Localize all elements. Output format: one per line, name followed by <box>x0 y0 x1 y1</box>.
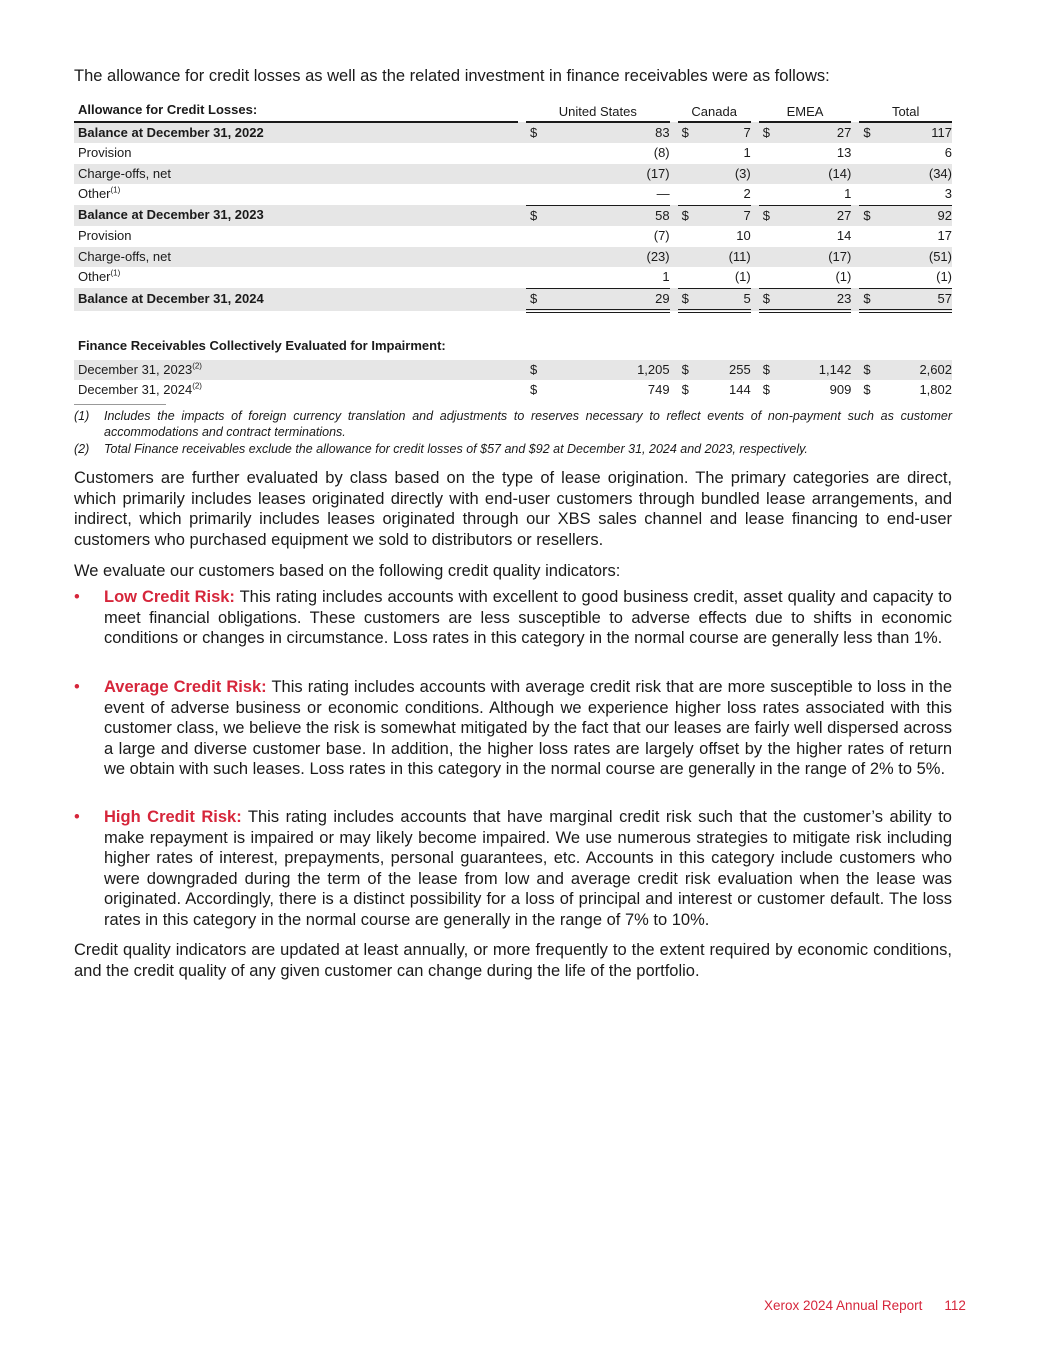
footnote-2: (2) Total Finance receivables exclude the allowance for credit losses of $57 and $92 at December 31, 2024 and 2023, respectively. <box>74 442 808 456</box>
page-number: 112 <box>944 1298 966 1313</box>
bullet-term: High Credit Risk: <box>104 808 242 826</box>
table-row: Provision (8) 1 13 6 <box>74 143 952 164</box>
table-header-row <box>74 100 952 122</box>
row-label: December 31, 2024$^{(2)}$ <box>78 381 202 397</box>
bullet-icon: • <box>74 588 80 606</box>
row-label: December 31, 2023$^{(2)}$ <box>74 360 518 381</box>
row-label: Balance at December 31, 2023 <box>74 205 518 226</box>
table-row: Balance at December 31, 2022 $ 83 $ 7 $ 27 $ 117 <box>74 122 952 144</box>
report-title: Xerox 2024 Annual Report <box>764 1298 923 1313</box>
bullet-icon: • <box>74 678 80 696</box>
allowance-table <box>74 100 952 401</box>
table-row: Other$^{(1)}$ 1 (1) (1) (1) <box>74 267 952 288</box>
col-header-total: Total <box>859 100 952 122</box>
col-header-us: United States <box>526 100 670 122</box>
footnote-ref: (2) <box>192 361 202 371</box>
footnote-divider <box>74 404 166 405</box>
col-header-canada: Canada <box>678 100 751 122</box>
table-row: Balance at December 31, 2024 $ 29 $ 5 $ 23 $ 57 <box>74 288 952 311</box>
section-title-allowance: Allowance for Credit Losses: <box>74 100 518 122</box>
footnote-ref: (2) <box>192 381 202 391</box>
table-row: Charge-offs, net (17) (3) (14) (34) <box>74 164 952 185</box>
footnote-1: (1) Includes the impacts of foreign currency translation and adjustments to reserves necessary to reflect events of non-payment such as customer accommodations and contract terminations. <box>74 409 952 439</box>
row-label: Other$^{(1)}$ <box>78 268 121 285</box>
table-row: Provision (7) 10 14 17 <box>74 226 952 247</box>
bullet-low-credit-risk: • Low Credit Risk: This rating includes accounts with excellent to good business credit, asset quality and capacity to meet financial obligations. These customers are less susceptible to adverse effects due to shifts in economic conditions or changes in circumstance. Loss rates in this category in the normal course are generally less than 1%. <box>74 588 952 647</box>
row-label: Other$^{(1)}$ <box>78 185 121 202</box>
footnote-ref: (1) <box>110 268 121 278</box>
bullet-high-credit-risk: • High Credit Risk: This rating includes accounts that have marginal credit risk such that the customer’s ability to make repayment is impaired or may likely become impaired. We use numerous strategies to mitigate risk including higher rates of interest, prepayments, personal guarantees, etc. Accounts in this category include customers who were downgraded during the term of the lease from low and average credit risk evaluation when the lease was originated. Accordingly, there is a distinct possibility for a loss of principal and interest or customer default. The loss rates in this category in the normal course are generally in the range of 7% to 10%. <box>74 808 952 929</box>
bullet-icon: • <box>74 808 80 826</box>
section-title-receivables: Finance Receivables Collectively Evaluated for Impairment: <box>78 338 446 354</box>
row-label: Charge-offs, net <box>74 164 518 185</box>
table-row: December 31, 2024$^{(2)}$ $ 749 $ 144 $ 909 $ 1,802 <box>74 380 952 401</box>
row-label: Balance at December 31, 2022 <box>74 122 518 144</box>
section-title-row <box>74 334 952 360</box>
table-row: Charge-offs, net (23) (11) (17) (51) <box>74 247 952 268</box>
row-label: Provision <box>78 228 132 243</box>
paragraph-classes: Customers are further evaluated by class based on the type of lease origination. The primary categories are direct, which primarily includes leases originated directly with end-user customers through bundled lease arrangements, and indirect, which primarily includes leases originated through our XBS sales channel and lease financing to end-user customers who purchased equipment we sold to distributors or resellers. <box>74 469 952 549</box>
bullet-term: Low Credit Risk: <box>104 588 235 606</box>
paragraph-indicators-intro: We evaluate our customers based on the following credit quality indicators: <box>74 562 621 580</box>
intro-text: The allowance for credit losses as well as the related investment in finance receivables were as follows: <box>74 67 830 85</box>
paragraph-closing: Credit quality indicators are updated at least annually, or more frequently to the extent required by economic conditions, and the credit quality of any given customer can change during the life of the portfolio. <box>74 941 952 980</box>
row-label: Provision <box>78 145 132 160</box>
bullet-term: Average Credit Risk: <box>104 678 267 696</box>
bullet-average-credit-risk: • Average Credit Risk: This rating includes accounts with average credit risk that are more susceptible to loss in the event of adverse business or economic conditions. Although we experience higher loss rates associated with this customer class, we believe the risk is somewhat mitigated by the fact that our leases are fairly well dispersed across a large and diverse customer base. In addition, the higher loss rates are largely offset by the higher rates of return we obtain with such leases. Loss rates in this category in the normal course are generally in the range of 2% to 5%. <box>74 678 952 778</box>
row-label: Balance at December 31, 2024 <box>74 288 518 311</box>
table-row: Other$^{(1)}$ — 2 1 3 <box>74 184 952 205</box>
footnote-ref: (1) <box>110 185 121 195</box>
table-row: December 31, 2023$^{(2)}$ $ 1,205 $ 255 $ 1,142 $ 2,602 <box>74 360 952 381</box>
page-footer <box>764 1298 966 1313</box>
col-header-emea: EMEA <box>759 100 852 122</box>
row-label: Charge-offs, net <box>74 247 518 268</box>
table-row: Balance at December 31, 2023 $ 58 $ 7 $ 27 $ 92 <box>74 205 952 226</box>
